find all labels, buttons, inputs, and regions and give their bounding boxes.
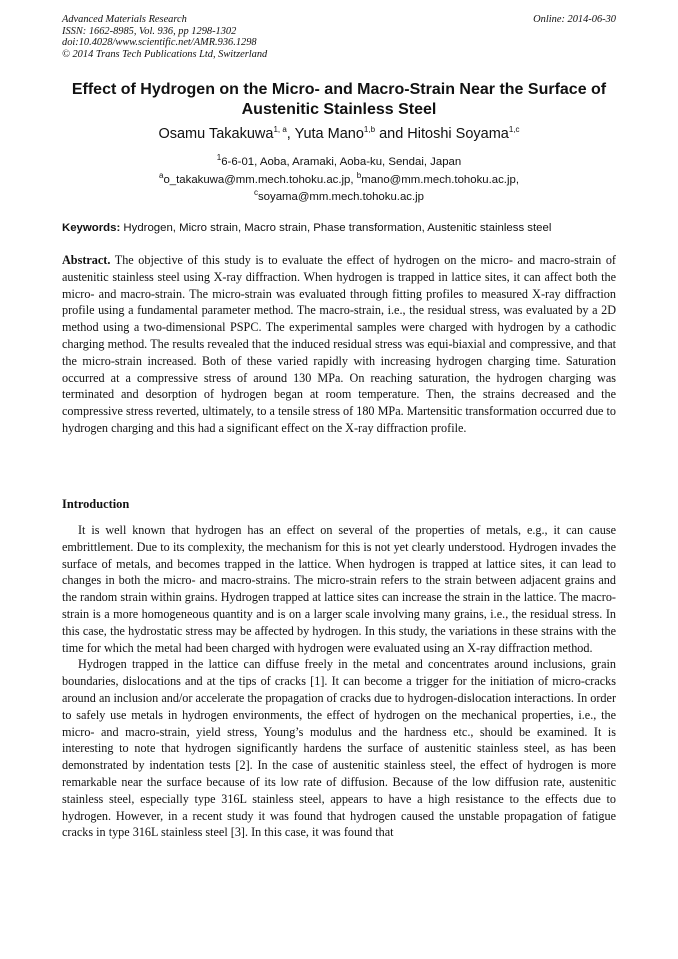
affiliation-address-line	[40, 154, 638, 172]
journal-name: Advanced Materials Research	[62, 14, 187, 25]
section-heading-introduction: Introduction	[62, 497, 130, 511]
abstract-text: The objective of this study is to evaluate the effect of hydrogen on the micro- and macro-strain of austenitic stainless steel using X-ray diffraction. When hydrogen is trapped in lattice sites, it can affect both the micro- and macro-strain. The micro-strain was evaluated through fitting profiles to measured X-ray diffraction profile using a fundamental parameter method. The macro-strain, i.e., the residual stress, was evaluated by a 2D method using a two-dimensional PSPC. The experimental samples were charged with hydrogen by a cathodic charging method. The results revealed that the induced residual stress was equi-biaxial and compressive, and that the micro-strain increased. Both of these varied rapidly with increasing hydrogen charging time. Saturation occurred at a compressive stress of around 130 MPa. On reaching saturation, the hydrogen charging was terminated and desorption of hydrogen began at room temperature. Then, the strains decreased and the compressive stress reverted, ultimately, to a tensile stress of 180 MPa. Martensitic transformation occurred due to hydrogen charging and this had a significant effect on the X-ray diffraction profile.	[62, 253, 616, 435]
journal-doi: doi:10.4028/www.scientific.net/AMR.936.1298	[62, 37, 257, 48]
author-separator: ,	[286, 126, 295, 142]
email-mark: b	[356, 170, 362, 180]
author-name: Osamu Takakuwa	[158, 126, 274, 142]
email-link[interactable]: soyama@mm.mech.tohoku.ac.jp	[257, 191, 425, 203]
email-link[interactable]: mano@mm.mech.tohoku.ac.jp,	[361, 173, 519, 186]
author-affiliation-mark: 1,b	[363, 125, 376, 135]
abstract-label: Abstract.	[62, 253, 111, 267]
email-mark: a	[159, 170, 164, 180]
email-mark: c	[253, 188, 258, 198]
paragraph: It is well known that hydrogen has an effect on several of the properties of metals, e.g., it can cause embrittlement. Due to its complexity, the mechanism for this is not yet clearly understood. Hydrogen invades the surface of metals, and becomes trapped in the lattice. When hydrogen is trapped at lattice sites, it can lead to changes in both the micro- and macro-strains. The micro-strain refers to the strain between adjacent grains and the random strain within grains. Hydrogen trapped at lattice sites can increase the strain in the lattice. The macro-strain is a more homogeneous quantity and is on a larger scale involving many grains, i.e., the residual stress. In this case, the hydrostatic stress may be affected by hydrogen. In this study, the variations in these strains with the time for which the metal had been charged with hydrogen were evaluated using an X-ray diffraction method.	[62, 523, 616, 655]
keywords-text: Hydrogen, Micro strain, Macro strain, Phase transformation, Austenitic stainless steel	[120, 222, 552, 234]
journal-copyright: © 2014 Trans Tech Publications Ltd, Switzerland	[62, 48, 268, 60]
affiliation-mark: 1	[216, 153, 222, 163]
abstract	[62, 252, 616, 437]
paper-title: Effect of Hydrogen on the Micro- and Macro-Strain Near the Surface of Austenitic Stainless Steel	[71, 81, 607, 118]
affiliations	[40, 154, 638, 207]
email-line	[40, 172, 638, 190]
keywords	[62, 221, 616, 235]
author-affiliation-mark: 1, a	[273, 125, 287, 135]
email-link[interactable]: o_takakuwa@mm.mech.tohoku.ac.jp,	[163, 173, 357, 186]
author-list	[40, 125, 638, 143]
keywords-label: Keywords:	[62, 222, 121, 234]
author-name: Hitoshi Soyama	[407, 126, 509, 142]
email-line	[40, 189, 638, 207]
author-affiliation-mark: 1,c	[508, 125, 520, 135]
journal-header	[62, 14, 616, 60]
affiliation-address: 6-6-01, Aoba, Aramaki, Aoba-ku, Sendai, Japan	[221, 156, 462, 168]
introduction-body	[62, 522, 616, 841]
author-name: Yuta Mano	[294, 126, 364, 142]
author-separator: and	[375, 126, 408, 142]
paragraph: Hydrogen trapped in the lattice can diffuse freely in the metal and concentrates around inclusions, grain boundaries, dislocations and at the tips of cracks [1]. It can become a trigger for the initiation of micro-cracks around an inclusion and/or accelerate the propagation of cracks due to hydrogen-dislocation interactions. In order to safely use metals in hydrogen environments, the effect of hydrogen on the mechanical properties, i.e., the micro- and macro-strain, yield stress, Young’s modulus and the hardness etc., should be examined. It is interesting to note that hydrogen significantly hardens the surface of austenitic stainless steel, as has been demonstrated by indentation tests [2]. In the case of austenitic stainless steel, the effect of hydrogen is more remarkable near the surface because of its low rate of diffusion. Because of the low diffusion rate, austenitic stainless steel, especially type 316L stainless steel, appears to have a high resistance to the effects due to hydrogen. However, in a recent study it was found that hydrogen caused the unstable propagation of fatigue cracks in type 316L stainless steel [3]. In this case, it was found that	[62, 657, 616, 840]
online-date: Online: 2014-06-30	[533, 14, 616, 25]
journal-issn: ISSN: 1662-8985, Vol. 936, pp 1298-1302	[62, 25, 237, 37]
